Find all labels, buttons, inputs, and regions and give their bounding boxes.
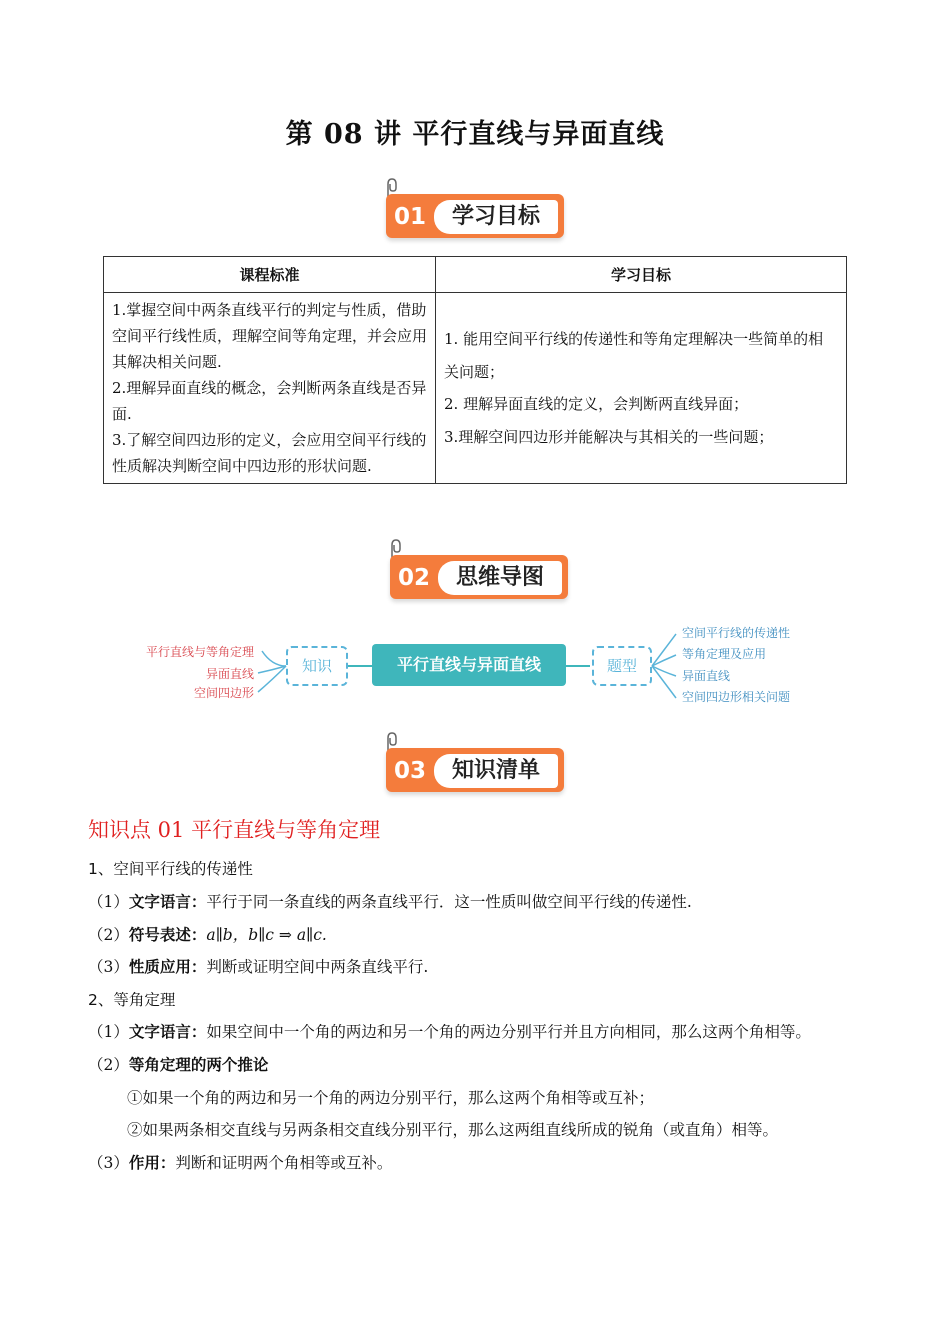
mind-map-center: 平行直线与异面直线 bbox=[372, 644, 566, 686]
section-badge-02 bbox=[384, 537, 574, 603]
mind-map-type-node: 题型 bbox=[592, 646, 652, 686]
section-label: 思维导图 bbox=[438, 561, 562, 595]
standard-item: 1.掌握空间中两条直线平行的判定与性质，借助空间平行线性质，理解空间等角定理，并会应用其解决相关问题. bbox=[112, 301, 428, 371]
goal-item: 3.理解空间四边形并能解决与其相关的一些问题； bbox=[444, 427, 774, 446]
page-title: 第 08 讲 平行直线与异面直线 bbox=[285, 119, 665, 150]
knowledge-line: （1）文字语言：如果空间中一个角的两边和另一个角的两边分别平行并且方向相同，那么这两个角相等。 bbox=[88, 1023, 811, 1041]
mind-map-leaf: 空间四边形 bbox=[193, 686, 254, 700]
mind-map-leaf: 异面直线 bbox=[205, 667, 254, 681]
mind-map-leaf: 空间平行线的传递性 bbox=[682, 626, 791, 640]
section-badge-03 bbox=[380, 730, 570, 796]
standard-item: 3.了解空间四边形的定义，会应用空间平行线的性质解决判断空间中四边形的形状问题. bbox=[112, 431, 427, 475]
goal-item: 1. 能用空间平行线的传递性和等角定理解决一些简单的相关问题； bbox=[444, 330, 824, 381]
section-label: 知识清单 bbox=[434, 754, 558, 788]
goals-cell bbox=[436, 293, 847, 484]
knowledge-line: （2）等角定理的两个推论 bbox=[88, 1056, 269, 1074]
section-label: 学习目标 bbox=[434, 200, 558, 234]
standard-cell bbox=[104, 293, 436, 484]
table-header-goals: 学习目标 bbox=[436, 257, 847, 293]
subsection-title: 1、空间平行线的传递性 bbox=[88, 860, 253, 878]
section-number: 02 bbox=[398, 565, 431, 591]
mind-map-leaf: 空间四边形相关问题 bbox=[682, 690, 791, 704]
knowledge-line: （3）性质应用：判断或证明空间中两条直线平行. bbox=[88, 958, 429, 976]
mind-map-leaf: 异面直线 bbox=[682, 669, 731, 683]
knowledge-line: （1）文字语言：平行于同一条直线的两条直线平行．这一性质叫做空间平行线的传递性. bbox=[88, 893, 692, 911]
standard-item: 2.理解异面直线的概念，会判断两条直线是否异面. bbox=[112, 379, 427, 423]
table-header-standard: 课程标准 bbox=[104, 257, 436, 293]
section-number: 03 bbox=[394, 758, 427, 784]
corollary-line: ②如果两条相交直线与另两条相交直线分别平行，那么这两组直线所成的锐角（或直角）相等。 bbox=[127, 1121, 779, 1139]
knowledge-line: （2）符号表述：a∥b，b∥c ⇒ a∥c. bbox=[88, 926, 327, 944]
goals-table bbox=[103, 256, 847, 484]
section-badge-01 bbox=[380, 176, 570, 242]
mind-map-leaf: 平行直线与等角定理 bbox=[145, 645, 254, 659]
knowledge-point-title: 知识点 01 平行直线与等角定理 bbox=[88, 818, 381, 842]
knowledge-line: （3）作用：判断和证明两个角相等或互补。 bbox=[88, 1154, 393, 1172]
mind-map-leaf: 等角定理及应用 bbox=[682, 647, 767, 661]
section-number: 01 bbox=[394, 204, 427, 230]
corollary-line: ①如果一个角的两边和另一个角的两边分别平行，那么这两个角相等或互补； bbox=[127, 1089, 655, 1107]
goal-item: 2. 理解异面直线的定义，会判断两直线异面； bbox=[444, 395, 749, 413]
mind-map-knowledge-node: 知识 bbox=[286, 646, 348, 686]
subsection-title: 2、等角定理 bbox=[88, 991, 176, 1009]
